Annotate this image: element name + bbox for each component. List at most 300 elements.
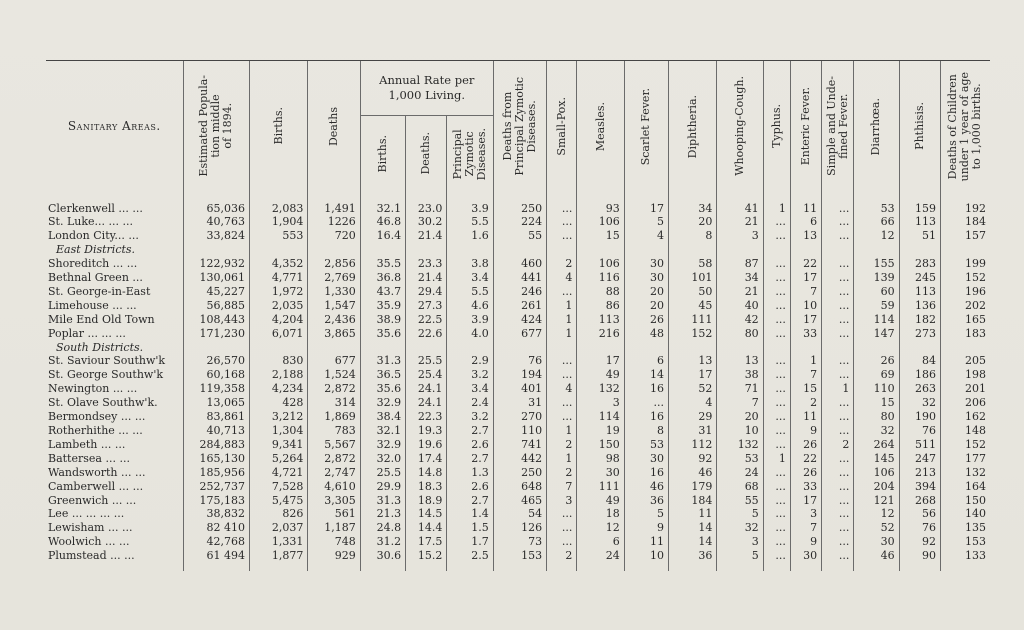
table-cell: 119,358: [183, 382, 249, 396]
table-cell: 46: [669, 466, 717, 480]
table-cell: 133: [940, 549, 990, 571]
table-cell: 38.9: [360, 313, 405, 327]
table-cell: [577, 341, 624, 355]
table-cell: 93: [577, 192, 624, 216]
table-cell: 2: [547, 257, 577, 271]
table-cell: 1: [822, 382, 854, 396]
table-cell: 53: [717, 452, 763, 466]
table-cell: 49: [577, 494, 624, 508]
table-cell: 198: [940, 368, 990, 382]
table-cell: 30.6: [360, 549, 405, 571]
table-row: [46, 410, 990, 424]
table-cell: 12: [854, 229, 899, 243]
table-cell: 1.4: [447, 507, 493, 521]
table-cell: 71: [717, 382, 763, 396]
table-cell: 10: [717, 424, 763, 438]
area-name: Woolwich ... ...: [48, 535, 130, 549]
table-cell: 2.9: [447, 354, 493, 368]
table-cell: 1.6: [447, 229, 493, 243]
table-cell: 394: [899, 480, 940, 494]
table-row: [46, 424, 990, 438]
table-cell: [822, 341, 854, 355]
table-cell: 4: [624, 229, 668, 243]
table-cell: 4: [669, 396, 717, 410]
table-cell: 4: [547, 271, 577, 285]
table-cell: 202: [940, 299, 990, 313]
table-cell: 424: [493, 313, 546, 327]
table-cell: 76: [899, 424, 940, 438]
table-cell: 17: [790, 494, 821, 508]
table-cell: 9,341: [249, 438, 307, 452]
table-cell: 150: [577, 438, 624, 452]
table-cell: 32.0: [360, 452, 405, 466]
table-cell: [547, 341, 577, 355]
table-cell: ...: [822, 424, 854, 438]
table-body: [46, 192, 990, 572]
area-name: Lewisham ... ...: [48, 521, 133, 535]
table-cell: 2,769: [308, 271, 360, 285]
table-cell: 3.4: [447, 271, 493, 285]
table-cell: 30.2: [406, 215, 447, 229]
section-heading: East Districts.: [56, 243, 136, 257]
table-cell: 1,904: [249, 215, 307, 229]
table-cell: [406, 341, 447, 355]
table-cell: 24.1: [406, 382, 447, 396]
table-cell: ...: [547, 192, 577, 216]
table-cell: 23.0: [406, 192, 447, 216]
table-cell: 22.5: [406, 313, 447, 327]
table-cell: 51: [899, 229, 940, 243]
table-cell: 21.4: [406, 271, 447, 285]
table-cell: ...: [763, 215, 790, 229]
table-cell: ...: [547, 535, 577, 549]
table-cell: 11: [790, 192, 821, 216]
header-annual-rate: Annual Rate per 1,000 Living.: [360, 61, 493, 116]
table-cell: ...: [547, 229, 577, 243]
table-cell: 65,036: [183, 192, 249, 216]
table-cell: 76: [493, 354, 546, 368]
table-cell: 252,737: [183, 480, 249, 494]
table-cell: 32.9: [360, 396, 405, 410]
table-cell: 6: [790, 215, 821, 229]
table-cell: [624, 243, 668, 257]
table-cell: 190: [899, 410, 940, 424]
table-cell: 13: [669, 354, 717, 368]
table-cell: [940, 341, 990, 355]
table-cell: 3: [547, 494, 577, 508]
table-cell: 20: [624, 299, 668, 313]
table-cell: 196: [940, 285, 990, 299]
table-cell: 2.6: [447, 480, 493, 494]
table-cell: [493, 243, 546, 257]
table-row: [46, 354, 990, 368]
table-cell: 40,713: [183, 424, 249, 438]
table-cell: 21: [717, 285, 763, 299]
table-cell: 30: [854, 535, 899, 549]
table-cell: [790, 341, 821, 355]
table-cell: 113: [577, 313, 624, 327]
table-cell: 22.6: [406, 327, 447, 341]
table-cell: ...: [547, 396, 577, 410]
header-estimated-population: Estimated Popula- tion middle of 1894.: [183, 61, 249, 192]
table-cell: [854, 243, 899, 257]
table-cell: 4,352: [249, 257, 307, 271]
table-cell: 21: [717, 215, 763, 229]
table-cell: 201: [940, 382, 990, 396]
table-cell: 20: [669, 215, 717, 229]
table-cell: [854, 341, 899, 355]
table-cell: 7: [790, 285, 821, 299]
table-cell: 126: [493, 521, 546, 535]
table-cell: 7: [717, 396, 763, 410]
table-cell: 10: [790, 299, 821, 313]
table-cell: 1,304: [249, 424, 307, 438]
table-cell: 69: [854, 368, 899, 382]
table-cell: 3.2: [447, 368, 493, 382]
table-cell: 8: [624, 424, 668, 438]
section-heading-row: [46, 341, 990, 355]
table-cell: 216: [577, 327, 624, 341]
table-row: [46, 452, 990, 466]
table-cell: 88: [577, 285, 624, 299]
table-cell: 24: [577, 549, 624, 571]
table-cell: 111: [669, 313, 717, 327]
table-cell: 246: [493, 285, 546, 299]
table-cell: 83,861: [183, 410, 249, 424]
table-cell: 52: [669, 382, 717, 396]
table-row: [46, 192, 990, 216]
table-cell: 33: [790, 327, 821, 341]
table-row: [46, 271, 990, 285]
table-cell: 199: [940, 257, 990, 271]
table-cell: 15: [854, 396, 899, 410]
table-cell: 1: [547, 327, 577, 341]
table-cell: 5,567: [308, 438, 360, 452]
table-cell: [183, 243, 249, 257]
table-cell: ...: [763, 257, 790, 271]
area-name: Battersea ... ...: [48, 451, 130, 465]
table-cell: ...: [822, 549, 854, 571]
table-cell: 9: [790, 424, 821, 438]
table-cell: 36.5: [360, 368, 405, 382]
table-cell: ...: [763, 494, 790, 508]
table-cell: 17: [624, 192, 668, 216]
section-heading: South Districts.: [56, 340, 144, 354]
table-cell: ...: [763, 466, 790, 480]
table-cell: ...: [763, 480, 790, 494]
table-cell: 152: [940, 438, 990, 452]
table-cell: 2: [547, 438, 577, 452]
table-cell: 2,188: [249, 368, 307, 382]
table-cell: 32: [854, 424, 899, 438]
table-cell: 12: [577, 521, 624, 535]
table-cell: ...: [822, 396, 854, 410]
table-cell: ...: [822, 271, 854, 285]
area-name: Camberwell ... ...: [48, 479, 144, 493]
table-cell: 132: [577, 382, 624, 396]
area-name: Lee ... ... ... ...: [48, 507, 125, 521]
table-cell: 13,065: [183, 396, 249, 410]
table-cell: 21.4: [406, 229, 447, 243]
table-cell: 50: [669, 285, 717, 299]
table-cell: 34: [669, 192, 717, 216]
table-row: [46, 299, 990, 313]
area-name: Bermondsey ... ...: [48, 410, 146, 424]
table-cell: 14: [624, 368, 668, 382]
table-cell: ...: [763, 424, 790, 438]
area-name: Wandsworth ... ...: [48, 465, 146, 479]
table-cell: ...: [763, 535, 790, 549]
table-cell: 82 410: [183, 521, 249, 535]
table-cell: 56,885: [183, 299, 249, 313]
table-cell: ...: [822, 535, 854, 549]
table-cell: 92: [669, 452, 717, 466]
table-cell: 2.4: [447, 396, 493, 410]
table-cell: 206: [940, 396, 990, 410]
table-cell: 31.2: [360, 535, 405, 549]
table-cell: ...: [822, 452, 854, 466]
table-cell: ...: [822, 521, 854, 535]
table-cell: 247: [899, 452, 940, 466]
header-infant-deaths: Deaths of Children under 1 year of age to 1,000 births.: [940, 61, 990, 192]
table-cell: [447, 341, 493, 355]
table-cell: 16: [624, 410, 668, 424]
area-name: Shoreditch ... ...: [48, 257, 138, 271]
table-cell: 43.7: [360, 285, 405, 299]
table-cell: 2: [547, 549, 577, 571]
table-cell: [669, 341, 717, 355]
table-cell: 7: [547, 480, 577, 494]
table-cell: 33: [790, 480, 821, 494]
table-cell: ...: [763, 396, 790, 410]
table-cell: 22: [790, 452, 821, 466]
header-births: Births.: [249, 61, 307, 192]
table-cell: 511: [899, 438, 940, 452]
table-cell: 66: [854, 215, 899, 229]
table-cell: 52: [854, 521, 899, 535]
table-cell: 2.7: [447, 424, 493, 438]
table-cell: 1.3: [447, 466, 493, 480]
table-cell: 32.1: [360, 424, 405, 438]
table-row: [46, 382, 990, 396]
table-cell: [577, 243, 624, 257]
table-cell: 194: [493, 368, 546, 382]
table-cell: 36: [669, 549, 717, 571]
area-name: Lambeth ... ...: [48, 437, 126, 451]
table-cell: 13: [717, 354, 763, 368]
table-cell: 15: [577, 229, 624, 243]
table-cell: [447, 243, 493, 257]
table-cell: 648: [493, 480, 546, 494]
table-cell: 1,972: [249, 285, 307, 299]
table-row: [46, 229, 990, 243]
header-rate-deaths: Deaths.: [406, 116, 447, 192]
table-cell: ...: [763, 549, 790, 571]
table-cell: 24.1: [406, 396, 447, 410]
table-cell: ...: [763, 299, 790, 313]
table-cell: ...: [547, 354, 577, 368]
table-cell: 2: [822, 438, 854, 452]
table-cell: 42,768: [183, 535, 249, 549]
table-cell: 12: [854, 507, 899, 521]
table-cell: 9: [790, 535, 821, 549]
table-cell: 2: [547, 466, 577, 480]
table-cell: 17: [669, 368, 717, 382]
table-cell: 9: [624, 521, 668, 535]
table-cell: 213: [899, 466, 940, 480]
table-row: [46, 507, 990, 521]
table-cell: 148: [940, 424, 990, 438]
table-cell: 205: [940, 354, 990, 368]
table-cell: 25.4: [406, 368, 447, 382]
table-cell: 22: [790, 257, 821, 271]
table-cell: 14.4: [406, 521, 447, 535]
area-name: St. Olave Southw'k.: [48, 396, 158, 410]
table-cell: 29.9: [360, 480, 405, 494]
table-cell: 3,865: [308, 327, 360, 341]
table-cell: 38,832: [183, 507, 249, 521]
table-cell: 26: [854, 354, 899, 368]
table-cell: ...: [547, 521, 577, 535]
table-cell: 59: [854, 299, 899, 313]
table-cell: 42: [717, 313, 763, 327]
header-enteric-fever: Enteric Fever.: [790, 61, 821, 192]
table-row: [46, 368, 990, 382]
table-cell: [899, 341, 940, 355]
table-cell: 106: [854, 466, 899, 480]
table-cell: 182: [899, 313, 940, 327]
table-row: [46, 466, 990, 480]
table-cell: 26: [790, 438, 821, 452]
table-cell: 132: [717, 438, 763, 452]
table-cell: [763, 243, 790, 257]
table-cell: 165,130: [183, 452, 249, 466]
table-cell: 1: [547, 313, 577, 327]
table-row: [46, 327, 990, 341]
table-cell: 98: [577, 452, 624, 466]
table-cell: 826: [249, 507, 307, 521]
table-cell: 38.4: [360, 410, 405, 424]
table-cell: 73: [493, 535, 546, 549]
table-cell: 112: [669, 438, 717, 452]
table-cell: ...: [624, 396, 668, 410]
table-cell: 164: [940, 480, 990, 494]
table-cell: 86: [577, 299, 624, 313]
table-cell: 5.5: [447, 215, 493, 229]
table-cell: 136: [899, 299, 940, 313]
table-cell: 60,168: [183, 368, 249, 382]
table-cell: 14.8: [406, 466, 447, 480]
table-cell: 8: [669, 229, 717, 243]
table-cell: 4.0: [447, 327, 493, 341]
table-cell: 87: [717, 257, 763, 271]
table-cell: 30: [790, 549, 821, 571]
table-cell: 250: [493, 466, 546, 480]
table-cell: 2.6: [447, 438, 493, 452]
table-cell: ...: [822, 257, 854, 271]
area-name: Rotherhithe ... ...: [48, 424, 143, 437]
area-name: Poplar ... ... ...: [48, 326, 126, 340]
table-cell: 106: [577, 215, 624, 229]
table-cell: ...: [822, 313, 854, 327]
table-cell: 56: [899, 507, 940, 521]
table-cell: 284,883: [183, 438, 249, 452]
table-cell: 53: [624, 438, 668, 452]
table-cell: 929: [308, 549, 360, 571]
table-cell: 5: [624, 215, 668, 229]
table-cell: 24.8: [360, 521, 405, 535]
area-name: Bethnal Green ...: [48, 271, 143, 285]
table-cell: 17.4: [406, 452, 447, 466]
table-cell: ...: [822, 215, 854, 229]
table-cell: 1: [763, 192, 790, 216]
table-cell: 48: [624, 327, 668, 341]
table-cell: 171,230: [183, 327, 249, 341]
table-row: [46, 215, 990, 229]
table-cell: 153: [493, 549, 546, 571]
table-cell: 6: [624, 354, 668, 368]
table-cell: 30: [577, 466, 624, 480]
area-name: Limehouse ... ...: [48, 298, 137, 312]
table-cell: [940, 243, 990, 257]
table-cell: 7: [790, 521, 821, 535]
table-cell: ...: [822, 507, 854, 521]
table-cell: ...: [763, 313, 790, 327]
table-cell: 31.3: [360, 494, 405, 508]
table-cell: 101: [669, 271, 717, 285]
table-cell: 106: [577, 257, 624, 271]
table-cell: 3,212: [249, 410, 307, 424]
table-cell: 31: [669, 424, 717, 438]
table-cell: ...: [763, 327, 790, 341]
table-cell: 111: [577, 480, 624, 494]
table-cell: 175,183: [183, 494, 249, 508]
table-cell: 183: [940, 327, 990, 341]
table-cell: 55: [717, 494, 763, 508]
table-cell: 18.3: [406, 480, 447, 494]
table-cell: 60: [854, 285, 899, 299]
table-row: [46, 480, 990, 494]
table-cell: 442: [493, 452, 546, 466]
table-cell: 30: [624, 452, 668, 466]
table-cell: 11: [624, 535, 668, 549]
table-cell: 54: [493, 507, 546, 521]
table-cell: 152: [940, 271, 990, 285]
header-deaths-zymotic: Deaths from Principal Zymotic Diseases.: [493, 61, 546, 192]
table-cell: ...: [763, 507, 790, 521]
table-cell: [360, 243, 405, 257]
table-cell: 1: [547, 452, 577, 466]
table-cell: 2,872: [308, 382, 360, 396]
table-cell: 26: [624, 313, 668, 327]
table-cell: 32.9: [360, 438, 405, 452]
table-cell: 2.7: [447, 494, 493, 508]
table-cell: 122,932: [183, 257, 249, 271]
table-cell: 113: [899, 215, 940, 229]
table-cell: 441: [493, 271, 546, 285]
table-cell: 55: [493, 229, 546, 243]
table-cell: [717, 243, 763, 257]
table-cell: 7: [790, 368, 821, 382]
area-name: Clerkenwell ... ...: [48, 201, 143, 215]
table-cell: 4.6: [447, 299, 493, 313]
table-cell: 748: [308, 535, 360, 549]
table-cell: 250: [493, 192, 546, 216]
table-cell: [249, 243, 307, 257]
header-scarlet-fever: Scarlet Fever.: [624, 61, 668, 192]
table-cell: 35.6: [360, 382, 405, 396]
table-cell: 3.4: [447, 382, 493, 396]
